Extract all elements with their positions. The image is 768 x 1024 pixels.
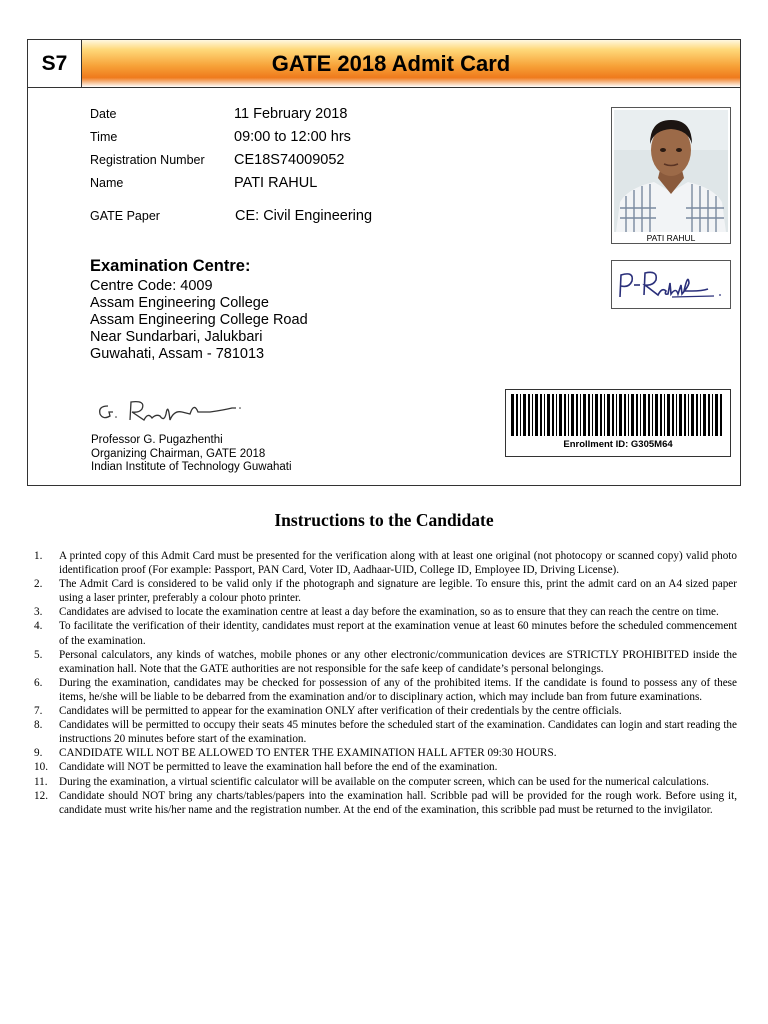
barcode-bar — [588, 394, 590, 436]
centre-address-line1: Assam Engineering College — [90, 295, 269, 311]
chairman-signature-image — [94, 392, 254, 428]
photo-caption: PATI RAHUL — [646, 233, 696, 243]
name-value: PATI RAHUL — [234, 175, 318, 191]
instruction-text: The Admit Card is considered to be valid only if the photograph and signature are legible. To ensure this, print the admit card on an A4 sized paper using a laser printer, preferably a colour photo printer. — [59, 578, 737, 605]
barcode-bar — [580, 394, 581, 436]
barcode-bar — [636, 394, 638, 436]
barcode-bar — [628, 394, 629, 436]
barcode-bar — [624, 394, 626, 436]
candidate-photo-image — [614, 110, 728, 232]
instruction-text: CANDIDATE WILL NOT BE ALLOWED TO ENTER THE EXAMINATION HALL AFTER 09:30 HOURS. — [59, 747, 557, 760]
instruction-number: 1. — [34, 550, 43, 562]
barcode-bar — [528, 394, 530, 436]
card-header — [28, 40, 740, 88]
instruction-item — [34, 619, 737, 647]
instruction-item — [34, 577, 737, 605]
date-value: 11 February 2018 — [234, 106, 348, 122]
barcode-bar — [643, 394, 646, 436]
centre-address-line2: Assam Engineering College Road — [90, 312, 308, 328]
centre-address-line4: Guwahati, Assam - 781013 — [90, 346, 265, 362]
barcode-bar — [616, 394, 617, 436]
instruction-text: Candidate will NOT be permitted to leave the examination hall before the end of the examination. — [59, 761, 498, 774]
instruction-number: 4. — [34, 620, 43, 633]
instructions-list — [34, 549, 737, 817]
instruction-number: 11. — [34, 775, 48, 788]
barcode-bar — [600, 394, 602, 436]
barcode-bar — [676, 394, 677, 436]
card-title: GATE 2018 Admit Card — [271, 50, 511, 76]
barcode-bar — [568, 394, 569, 436]
barcode-bar — [595, 394, 598, 436]
centre-code: Centre Code: 4009 — [90, 278, 213, 294]
barcode-bar — [544, 394, 545, 436]
chairman-title: Organizing Chairman, GATE 2018 — [91, 447, 266, 460]
barcode-bar — [552, 394, 554, 436]
chairman-details — [91, 434, 292, 475]
instruction-item — [34, 676, 737, 704]
barcode-bar — [660, 394, 662, 436]
instruction-number: 8. — [34, 719, 43, 732]
barcode-bar — [672, 394, 674, 436]
barcode-bar — [520, 394, 521, 436]
instruction-item — [34, 605, 737, 619]
chairman-signature — [94, 392, 254, 433]
series-code: S7 — [28, 40, 82, 87]
instruction-item — [34, 718, 737, 746]
barcode-bar — [715, 394, 718, 436]
barcode-bar — [679, 394, 682, 436]
enrollment-id: Enrollment ID: G305M64 — [563, 439, 673, 450]
instruction-text: Candidates will be permitted to appear for the examination ONLY after verification of their credentials by the centre officials. — [59, 705, 622, 718]
chairman-name: Professor G. Pugazhenthi — [91, 434, 223, 446]
gate-paper-value: CE: Civil Engineering — [235, 208, 373, 224]
barcode-bar — [691, 394, 694, 436]
barcode-bar — [604, 394, 605, 436]
barcode-bar — [652, 394, 653, 436]
barcode-bar — [712, 394, 713, 436]
barcode-bar — [592, 394, 593, 436]
registration-value: CE18S74009052 — [234, 152, 345, 168]
barcode-bar — [540, 394, 542, 436]
instruction-item — [34, 746, 737, 760]
instruction-text: Personal calculators, any kinds of watches, mobile phones or any other electronic/communication devices are STRICTLY PROHIBITED inside the examination hall. Note that the GATE authorities are not responsible for the safe keep of candidate’s personal belongings. — [59, 648, 737, 675]
barcode-bar — [511, 394, 514, 436]
instruction-text: A printed copy of this Admit Card must be presented for the verification along with at least one original (not photocopy or scanned copy) valid photo identification proof (For example: Passport, PAN Card, Voter ID, Aadhaar-UID, College ID, Employee ID, Driving License). — [59, 550, 737, 577]
barcode-bar — [571, 394, 574, 436]
date-label: Date — [90, 107, 117, 121]
barcode-bar — [720, 394, 722, 436]
instruction-item — [34, 789, 737, 817]
enrollment-barcode — [505, 389, 731, 457]
time-label: Time — [90, 130, 118, 144]
barcode-bar — [559, 394, 562, 436]
barcode-bar — [648, 394, 650, 436]
candidate-photo — [611, 107, 731, 244]
instructions-title: Instructions to the Candidate — [274, 510, 494, 530]
barcode-bar — [700, 394, 701, 436]
instruction-item — [34, 760, 737, 774]
barcode-bar — [696, 394, 698, 436]
barcode-bar — [532, 394, 533, 436]
instruction-number: 6. — [34, 676, 43, 689]
instruction-text: During the examination, candidates may be checked for possession of any of the prohibited items. If the candidate is found to possess any of these items, he/she will be liable to be debarred from the examination and/or to disciplinary action, which may include ban from future examinations. — [59, 676, 737, 703]
centre-address-line3: Near Sundarbari, Jalukbari — [90, 329, 263, 345]
barcode-bar — [535, 394, 538, 436]
time-value: 09:00 to 12:00 hrs — [234, 129, 351, 145]
barcode-bar — [556, 394, 557, 436]
barcode-bar — [607, 394, 610, 436]
barcode-bar — [583, 394, 586, 436]
centre-heading: Examination Centre: — [90, 257, 251, 275]
instruction-number: 3. — [34, 606, 43, 619]
barcode-bar — [576, 394, 578, 436]
instruction-number: 7. — [34, 705, 43, 718]
candidate-signature — [611, 260, 731, 309]
instruction-item — [34, 775, 737, 789]
barcode-bar — [655, 394, 658, 436]
barcode-bar — [667, 394, 670, 436]
barcode-bar — [631, 394, 634, 436]
admit-card — [27, 39, 741, 486]
barcode-bar — [612, 394, 614, 436]
barcode-bar — [619, 394, 622, 436]
instruction-item — [34, 549, 737, 577]
instruction-text: Candidates will be permitted to occupy their seats 45 minutes before the scheduled start of the examination. Candidates can login and start reading the instructions 20 minutes before start of the examination. — [59, 719, 737, 746]
barcode-bar — [708, 394, 710, 436]
instruction-item — [34, 648, 737, 676]
instruction-text: Candidates are advised to locate the examination centre at least a day before the examination, so as to ensure that they can reach the centre on time. — [59, 606, 719, 619]
barcode-bar — [564, 394, 566, 436]
registration-label: Registration Number — [90, 153, 205, 167]
barcode-bar — [703, 394, 706, 436]
barcode-bar — [523, 394, 526, 436]
barcode-bar — [684, 394, 686, 436]
gate-paper-label: GATE Paper — [90, 209, 160, 223]
examination-centre — [90, 257, 308, 363]
instruction-number: 5. — [34, 648, 43, 661]
chairman-institute: Indian Institute of Technology Guwahati — [91, 461, 292, 473]
candidate-signature-image — [612, 261, 730, 308]
instruction-number: 2. — [34, 578, 43, 591]
barcode-bar — [516, 394, 518, 436]
barcode-image — [511, 394, 725, 436]
instruction-number: 12. — [34, 789, 48, 802]
instruction-text: To facilitate the verification of their identity, candidates must report at the examination venue at least 60 minutes before the scheduled commencement of the examination. — [59, 620, 737, 647]
instruction-number: 10. — [34, 761, 48, 774]
instruction-text: Candidate should NOT bring any charts/tables/papers into the examination hall. Scribble pad will be provided for the rough work. Before using it, candidate must write his/her name and the registration number. At the end of the examination, this scribble pad must be returned to the invigilator. — [59, 789, 737, 816]
instruction-text: During the examination, a virtual scientific calculator will be available on the computer screen, which can be used for the numerical calculations. — [59, 775, 709, 788]
name-label: Name — [90, 176, 124, 190]
barcode-bar — [688, 394, 689, 436]
barcode-bar — [640, 394, 641, 436]
barcode-bar — [547, 394, 550, 436]
barcode-bar — [664, 394, 665, 436]
instruction-number: 9. — [34, 747, 43, 760]
instruction-item — [34, 704, 737, 718]
